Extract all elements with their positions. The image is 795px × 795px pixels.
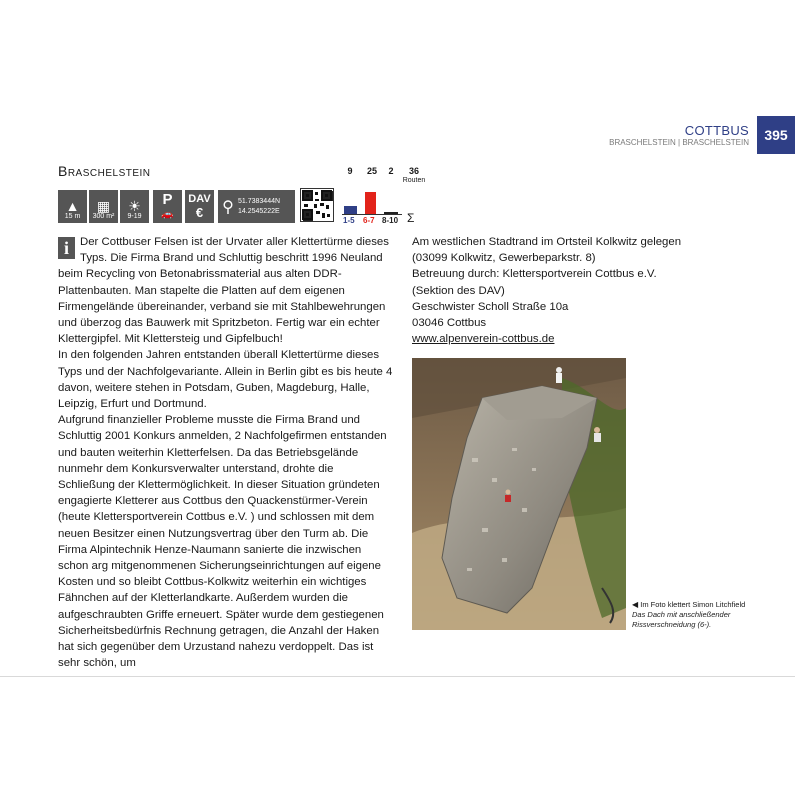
sigma-symbol: Σ	[407, 211, 415, 225]
area-label: 300 m²	[92, 213, 115, 220]
header-subtitle: BRASCHELSTEIN | BRASCHELSTEIN	[609, 138, 749, 147]
bottom-divider	[0, 676, 795, 677]
caption-line-2: Das Dach mit anschließender	[632, 610, 731, 619]
address-line-6: 03046 Cottbus	[412, 317, 487, 330]
address-line-2: (03099 Kolkwitz, Gewerbeparkstr. 8)	[412, 252, 596, 265]
right-column	[412, 234, 742, 347]
page-number: 395	[757, 116, 795, 154]
header-city: COTTBUS	[684, 123, 749, 138]
histogram-bar-1-5	[344, 206, 357, 214]
address-line-1: Am westlichen Stadtrand im Ortsteil Kolkwitz gelegen	[412, 236, 682, 248]
sun-hours-label: 9-19	[127, 213, 142, 220]
sun-icon: ☀ 9-19	[120, 190, 149, 223]
height-label: 15 m	[64, 213, 81, 220]
caption-arrow-icon: ◀	[632, 600, 639, 609]
parking-symbol: P	[162, 191, 173, 208]
dav-icon	[185, 190, 214, 223]
tower-icon: ▲ 15 m	[58, 190, 87, 223]
count-8-10: 2	[388, 166, 394, 176]
histogram-bar-6-7	[365, 192, 376, 214]
latitude: 51.7383444N	[238, 197, 281, 205]
grade-label-1-5: 1-5	[343, 216, 355, 225]
count-1-5: 9	[347, 166, 353, 176]
fee-label: €	[195, 205, 204, 220]
dav-symbol: DAV	[188, 193, 211, 205]
area-icon: ▦ 300 m²	[89, 190, 118, 223]
page-title: Braschelstein	[58, 163, 151, 179]
caption-line-3: Rissverschneidung (6-).	[632, 620, 712, 629]
count-6-7: 25	[366, 166, 377, 176]
address-line-4: (Sektion des DAV)	[412, 284, 505, 297]
paragraph-1: Der Cottbuser Felsen ist der Urvater aller Klettertürme dieses Typs. Die Firma Brand und Schluttig beschritt 1996 Neuland beim Recycling von Betonabrissmaterial aus alten DDR-Plattenbauten. Man stapelte die Platten auf dem eigenen Firmengelände übereinander, verband sie mit Stahlbewehrungen und überzog das Bauwerk mit Spritzbeton. Fertig war ein echter Klettergipfel. Mit Klettersteig und Gipfelbuch!	[58, 236, 389, 346]
routes-label: Routen	[402, 177, 426, 184]
count-total: 36	[408, 166, 419, 176]
photo-caption	[632, 600, 782, 630]
caption-line-1: Im Foto klettert Simon Litchfield	[640, 600, 746, 609]
info-dropcap-icon: i	[58, 237, 75, 259]
histogram-axis	[342, 214, 402, 215]
website-link[interactable]: www.alpenverein-cottbus.de	[412, 333, 555, 346]
location-pin-icon: ⚲	[222, 198, 234, 216]
climbing-tower-photo	[412, 358, 626, 630]
grade-label-8-10: 8-10	[382, 216, 399, 225]
qr-code-icon[interactable]	[300, 188, 334, 222]
gps-box	[218, 190, 295, 223]
longitude: 14.2545222E	[238, 207, 280, 215]
paragraph-2: In den folgenden Jahren entstanden überall Klettertürme dieses Typs und der Nachfolgevariante. Allein in Berlin gibt es bis heute 4 davon, weitere stehen in Potsdam, Guben, Magdeburg, Halle, Leipzig, Erfurt und Dortmund.	[58, 349, 393, 411]
address-line-5: Geschwister Scholl Straße 10a	[412, 300, 569, 313]
left-column	[58, 234, 393, 671]
paragraph-3: Aufgrund finanzieller Probleme musste die Firma Brand und Schluttig 2001 Konkurs anmelden, 2 Nachfolgefirmen entstanden und bauten weiterhin Kletterfelsen. Da das Betriebsgelände nunmehr dem Konkursverwalter unterstand, drohte die Schließung der Klettermöglichkeit. In dieser Situation gründeten engagierte Kletterer aus Cottbus den Quackenstürmer-Verein (heute Klettersportverein Cottbus e.V. ) und schlossen mit dem neuen Besitzer einen Nutzungsvertrag über den Turm ab. Die Firma Alpintechnik Henze-Naumann sanierte die inzwischen schon arg mitgenommenen Sicherungseinrichtungen auf eigene Kosten und so bleibt Cottbus-Kolkwitz weiterhin ein wichtiges Fähnchen auf der Kletterlandkarte. Außerdem wurden die aufgeschraubten Griffe erneuert. Später wurde dem gestiegenen Sicherheitsbedürfnis Rechnung getragen, die Anzahl der Haken hat sich gegenüber dem Urzustand nahezu verdoppelt. Das ist sehr schön, um	[58, 414, 387, 670]
parking-icon: P 🚗	[153, 190, 182, 223]
address-line-3: Betreuung durch: Klettersportverein Cottbus e.V.	[412, 268, 657, 281]
grade-label-6-7: 6-7	[363, 216, 375, 225]
